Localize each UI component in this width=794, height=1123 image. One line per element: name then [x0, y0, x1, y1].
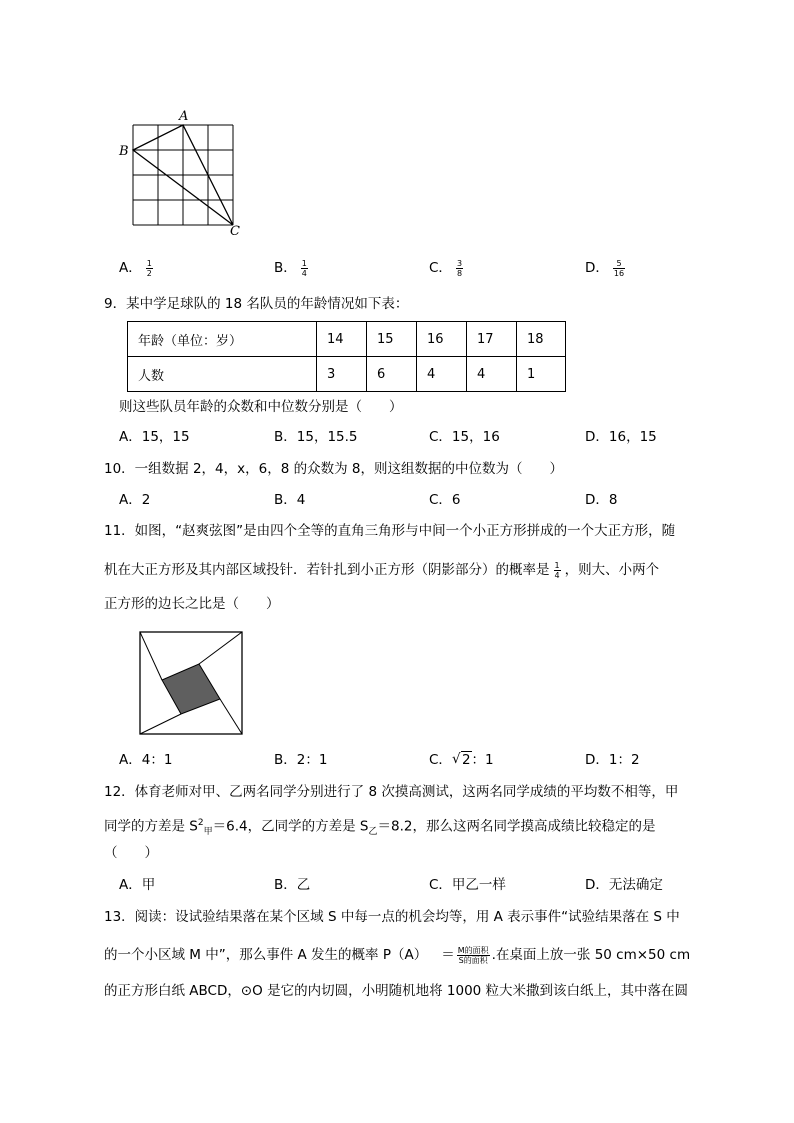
zhao-shuang-figure	[138, 630, 246, 738]
q9-option-a[interactable]: A．15，15	[119, 429, 190, 445]
table-cell: 6	[367, 357, 417, 392]
q10-option-d[interactable]: D．8	[585, 492, 618, 508]
table-cell: 18	[517, 322, 566, 357]
q13-line-2: 的一个小区域 M 中”，那么事件 A 发生的概率 P（A） ＝ $\frac{\text{M的面积}}{\text{S的面积}}$ .在桌面上放一张 50 cm×50 cm	[104, 945, 691, 965]
q10-option-a[interactable]: A．2	[119, 492, 151, 508]
q9-option-b[interactable]: B．15，15.5	[274, 429, 358, 445]
table-row	[128, 357, 566, 392]
q11-option-b[interactable]: B．2：1	[274, 752, 328, 768]
q12-option-d[interactable]: D．无法确定	[585, 877, 663, 893]
q12-option-c[interactable]: C．甲乙一样	[429, 877, 506, 893]
q8-option-d[interactable]: D． $\frac{5}{16}$	[585, 258, 625, 278]
q12-option-a[interactable]: A．甲	[119, 877, 156, 893]
q8-option-a[interactable]: A． $\frac{1}{2}$	[119, 258, 152, 278]
table-cell: 4	[417, 357, 467, 392]
q12-line-2: 同学的方差是 $S^2_甲=6.4$，乙同学的方差是 $S_乙=8.2$，那么这两名同学摸高成绩比较稳定的是	[104, 818, 656, 838]
q11-option-a[interactable]: A．4：1	[119, 752, 173, 768]
table-cell: 1	[517, 357, 566, 392]
q9-option-c[interactable]: C．15，16	[429, 429, 500, 445]
q13-line-1: 13．阅读：设试验结果落在某个区域 S 中每一点的机会均等，用 A 表示事件“试验结果落在 S 中	[104, 909, 680, 925]
q9-age-table	[127, 321, 566, 392]
point-c-label: C	[230, 224, 240, 238]
q8-option-b[interactable]: B． $\frac{1}{4}$	[274, 258, 307, 278]
table-cell: 4	[467, 357, 517, 392]
table-cell: 人数	[128, 357, 317, 392]
q9-option-d[interactable]: D．16，15	[585, 429, 657, 445]
q9-question: 则这些队员年龄的众数和中位数分别是（ ）	[119, 399, 403, 415]
table-cell: 14	[317, 322, 367, 357]
q13-line-3: 的正方形白纸 ABCD，⊙O 是它的内切圆，小明随机地将 1000 粒大米撒到该白纸上，其中落在圆	[104, 983, 689, 999]
q8-option-c[interactable]: C． $\frac{3}{8}$	[429, 258, 463, 278]
table-cell: 17	[467, 322, 517, 357]
q11-line-2: 机在大正方形及其内部区域投针．若针扎到小正方形（阴影部分）的概率是 $\frac{1}{4}$ ，则大、小两个	[104, 560, 660, 580]
q10-stem: 10．一组数据 2，4，x，6，8 的众数为 8，则这组数据的中位数为（ ）	[104, 461, 563, 477]
q12-line-3: （ ）	[104, 845, 158, 861]
table-cell: 16	[417, 322, 467, 357]
q11-option-d[interactable]: D．1：2	[585, 752, 640, 768]
table-row	[128, 322, 566, 357]
q9-stem: 9．某中学足球队的 18 名队员的年龄情况如下表：	[104, 296, 409, 312]
grid-triangle-figure	[112, 106, 252, 238]
q11-option-c[interactable]: C． √ 2：1	[429, 751, 494, 768]
table-cell: 15	[367, 322, 417, 357]
q11-line-3: 正方形的边长之比是（ ）	[104, 596, 280, 612]
table-cell: 3	[317, 357, 367, 392]
q11-line-1: 11．如图，“赵爽弦图”是由四个全等的直角三角形与中间一个小正方形拼成的一个大正方形，随	[104, 523, 676, 539]
q10-option-b[interactable]: B．4	[274, 492, 306, 508]
q12-line-1: 12．体育老师对甲、乙两名同学分别进行了 8 次摸高测试，这两名同学成绩的平均数不相等，甲	[104, 784, 679, 800]
q10-option-c[interactable]: C．6	[429, 492, 461, 508]
q12-option-b[interactable]: B．乙	[274, 877, 311, 893]
table-cell: 年龄（单位：岁）	[128, 322, 317, 357]
point-b-label: B	[119, 144, 129, 159]
point-a-label: A	[179, 109, 189, 124]
